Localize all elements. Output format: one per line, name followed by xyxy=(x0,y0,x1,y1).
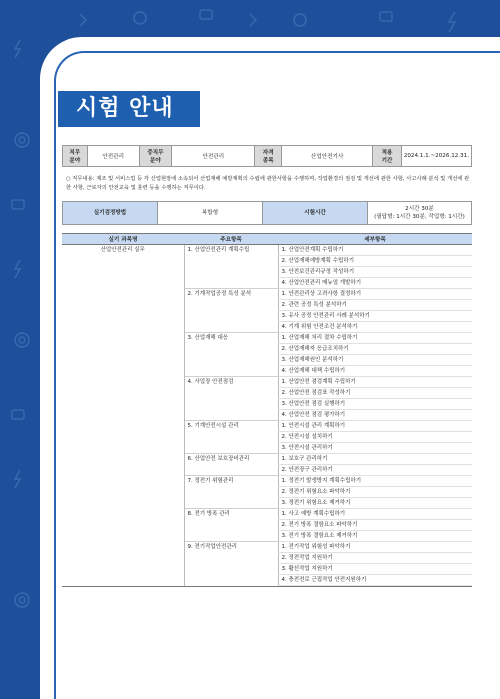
detail-item: 3. 산업안전 점검 실행하기 xyxy=(278,399,472,410)
table-row xyxy=(62,245,472,256)
table-bottom-line xyxy=(62,586,472,587)
period-value: 2024.1.1.~2026.12.31. xyxy=(401,146,471,167)
detail-item: 3. 전기 방폭 결함요소 제거하기 xyxy=(278,531,472,542)
detail-item: 2. 산업안전 점검표 작성하기 xyxy=(278,388,472,399)
time-value xyxy=(368,202,472,225)
qualification-info-table xyxy=(62,145,472,167)
subfield-value: 안전관리 xyxy=(172,146,255,167)
header-subject: 실기 과목명 xyxy=(62,234,184,245)
exam-method-table xyxy=(62,201,472,225)
detail-item: 3. 정전기 위험요소 제거하기 xyxy=(278,498,472,509)
method-label: 실기검정방법 xyxy=(63,202,158,225)
detail-item: 1. 정전기 발생방지 계획수립하기 xyxy=(278,476,472,487)
detail-item: 3. 산업재해원인 분석하기 xyxy=(278,355,472,366)
exam-info-content xyxy=(62,145,472,587)
main-item: 8. 전기 방폭 관리 xyxy=(184,509,278,542)
time-detail: (필답형: 1시간 30분, 작업형: 1시간) xyxy=(374,214,465,220)
detail-item: 3. 유사 공정 안전관리 사례 분석하기 xyxy=(278,311,472,322)
detail-item: 2. 정전기 위험요소 파악하기 xyxy=(278,487,472,498)
detail-item: 4. 기계 위험 안전조건 분석하기 xyxy=(278,322,472,333)
subject-name: 산업안전관리 실무 xyxy=(100,247,145,253)
detail-item: 2. 안전장구 관리하기 xyxy=(278,465,472,476)
subject-detail-body xyxy=(62,245,472,586)
field-label: 직무 분야 xyxy=(63,146,88,167)
detail-item: 2. 관련 공정 특성 분석하기 xyxy=(278,300,472,311)
period-label: 적용 기간 xyxy=(373,146,402,167)
detail-item: 1. 산업안전 점검계획 수립하기 xyxy=(278,377,472,388)
detail-item: 1. 전기작업 위험성 파악하기 xyxy=(278,542,472,553)
detail-item: 2. 산업재해예방계획 수립하기 xyxy=(278,256,472,267)
detail-item: 1. 안전시설 관리 계획하기 xyxy=(278,421,472,432)
main-item: 1. 산업안전관리 계획수립 xyxy=(184,245,278,289)
detail-item: 2. 산업재해자 응급조치하기 xyxy=(278,344,472,355)
time-label: 시험시간 xyxy=(263,202,368,225)
detail-item: 1. 사고 예방 계획수립하기 xyxy=(278,509,472,520)
page-title: 시험 안내 xyxy=(58,91,200,127)
subfield-label: 중직무 분야 xyxy=(139,146,171,167)
detail-item: 3. 안전시설 관리하기 xyxy=(278,443,472,454)
main-item: 6. 산업안전 보호장비관리 xyxy=(184,454,278,476)
header-main-item: 주요항목 xyxy=(184,234,278,245)
field-value: 안전관리 xyxy=(87,146,139,167)
detail-item: 4. 산업재해 대책 수립하기 xyxy=(278,366,472,377)
detail-item: 3. 활선작업 지원하기 xyxy=(278,564,472,575)
time-total: 2시간 30분 xyxy=(405,206,434,212)
job-description: ○ 직무내용: 제조 및 서비스업 등 각 산업현장에 소속되어 산업재해 예방계획의 수립에 관한사항을 수행하며, 작업환경의 점검 및 개선에 관한 사항, 사고사례 분석 및 개선에 관한 사항, 근로자의 안전교육 및 훈련 등을 수행하는 직무이다. xyxy=(66,176,470,191)
detail-item: 2. 안전시설 설치하기 xyxy=(278,432,472,443)
detail-item: 1. 보호구 관리하기 xyxy=(278,454,472,465)
detail-item: 2. 정전작업 지원하기 xyxy=(278,553,472,564)
detail-item: 4. 산업안전관리 매뉴얼 개발하기 xyxy=(278,278,472,289)
main-item: 5. 기계안전시설 관리 xyxy=(184,421,278,454)
detail-item: 1. 산업안전계획 수립하기 xyxy=(278,245,472,256)
main-item: 7. 정전기 위험관리 xyxy=(184,476,278,509)
main-item: 4. 사업장 안전점검 xyxy=(184,377,278,421)
detail-item: 4. 충전전로 근접작업 안전지원하기 xyxy=(278,575,472,586)
main-item: 3. 산업재해 대응 xyxy=(184,333,278,377)
detail-item: 1. 안전관리상 고려사항 결정하기 xyxy=(278,289,472,300)
detail-item: 1. 산업재해 처리 절차 수립하기 xyxy=(278,333,472,344)
qualification-label: 자격 종목 xyxy=(255,146,282,167)
header-detail-item: 세부항목 xyxy=(278,234,472,245)
method-value: 복합형 xyxy=(158,202,263,225)
detail-item: 2. 전기 방폭 결함요소 파악하기 xyxy=(278,520,472,531)
main-item: 2. 기계작업공정 특성 분석 xyxy=(184,289,278,333)
detail-item: 3. 안전보건관리규정 작성하기 xyxy=(278,267,472,278)
qualification-value: 산업안전기사 xyxy=(282,146,373,167)
subject-detail-table xyxy=(62,233,472,586)
detail-item: 4. 산업안전 점검 평가하기 xyxy=(278,410,472,421)
main-item: 9. 전기작업안전관리 xyxy=(184,542,278,586)
